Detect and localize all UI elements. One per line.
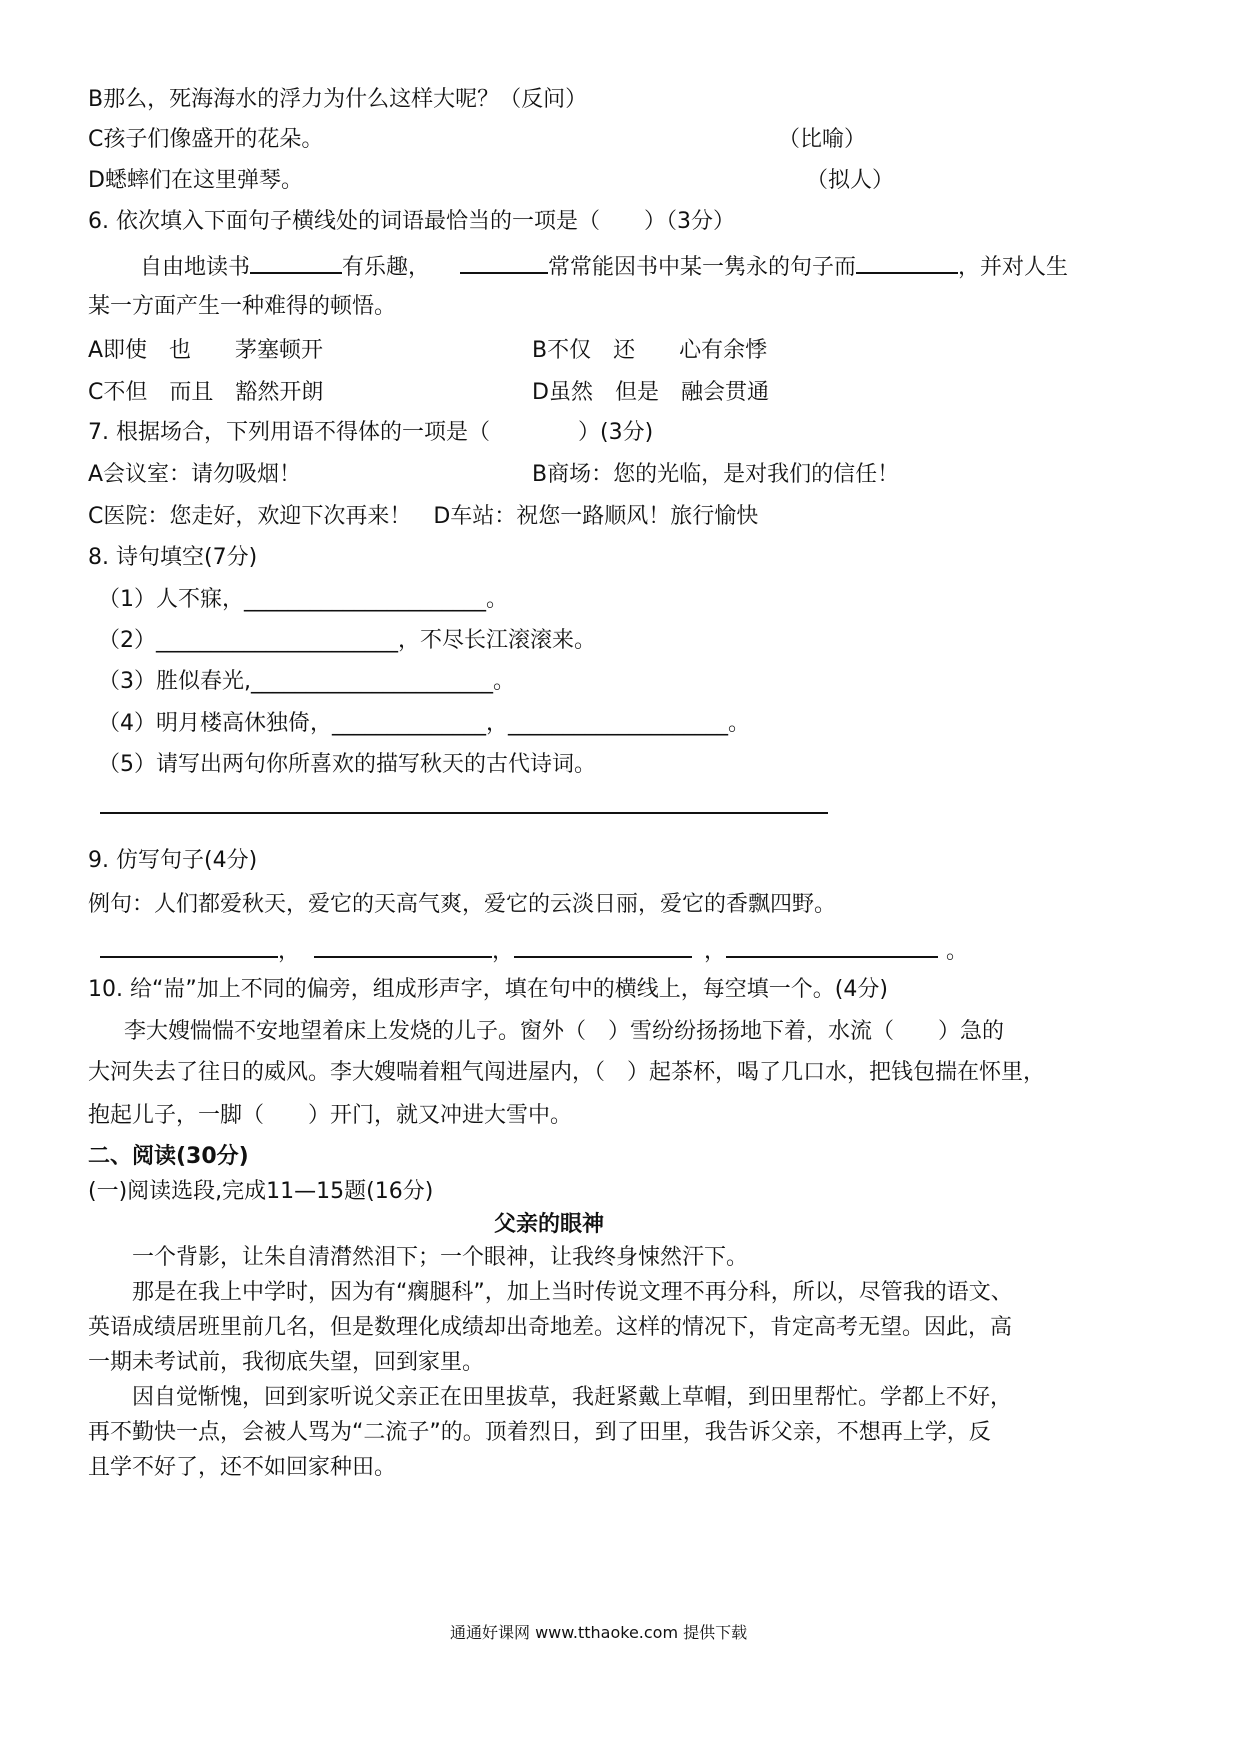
q5-option-c-tag: （比喻） (778, 127, 867, 152)
passage-p2-line2: 英语成绩居班里前几名，但是数理化成绩却出奇地差。这样的情况下，肯定高考无望。因此，高 (88, 1315, 1013, 1340)
q5-option-c: C孩子们像盛开的花朵。 (88, 127, 324, 152)
q7-stem: 7. 根据场合，下列用语不得体的一项是（ ）(3分) (88, 420, 654, 445)
q6-stem: 6. 依次填入下面句子横线处的词语最恰当的一项是（ ）（3分） (88, 209, 735, 234)
q6-option-b: B不仅 还 心有余悸 (532, 338, 768, 363)
q6-option-d: D虽然 但是 融会贯通 (532, 380, 769, 405)
q9-stem: 9. 仿写句子(4分) (88, 848, 258, 873)
page-footer: 通通好课网 www.tthaoke.com 提供下载 (450, 1623, 748, 1642)
passage-p2-line1: 那是在我上中学时，因为有“瘸腿科”，加上当时传说文理不再分科，所以，尽管我的语文、 (132, 1280, 1013, 1305)
q6-option-a: A即使 也 茅塞顿开 (88, 338, 324, 363)
q10-passage-line3: 抱起儿子，一脚（ ）开门，就又冲进大雪中。 (88, 1103, 573, 1128)
q5-option-d-tag: （拟人） (806, 168, 895, 193)
q6-sentence-line1: 自由地读书 有乐趣， 常常能因书中某一隽永的句子而 ，并对人生 (140, 250, 1068, 283)
q5-option-d: D蟋蟀们在这里弹琴。 (88, 168, 303, 193)
q8-line2: （2）______________________，不尽长江滚滚来。 (98, 628, 596, 653)
q8-line4: （4）明月楼高休独倚，______________，____________________。 (98, 711, 750, 736)
q6-option-c: C不但 而且 豁然开朗 (88, 380, 324, 405)
q7-option-b: B商场：您的光临，是对我们的信任！ (532, 462, 900, 487)
section2-title: 二、阅读(30分) (88, 1144, 249, 1169)
q8-line3: （3）胜似春光,______________________。 (98, 669, 515, 694)
q10-passage-line2: 大河失去了往日的威风。李大嫂喘着粗气闯进屋内，（ ）起茶杯，喝了几口水，把钱包揣在怀里， (88, 1060, 1046, 1085)
q7-option-a: A会议室：请勿吸烟！ (88, 462, 302, 487)
q8-line5: （5）请写出两句你所喜欢的描写秋天的古代诗词。 (98, 752, 596, 777)
q5-option-b: B那么，死海海水的浮力为什么这样大呢？（反问） (88, 87, 588, 112)
q10-stem: 10. 给“耑”加上不同的偏旁，组成形声字，填在句中的横线上，每空填一个。(4分) (88, 977, 888, 1002)
q8-answer-line (100, 812, 828, 814)
q6-sentence-line2: 某一方面产生一种难得的顿悟。 (88, 294, 397, 319)
passage-p2-line3: 一期未考试前，我彻底失望，回到家里。 (88, 1350, 485, 1375)
passage-p1: 一个背影，让朱自清潸然泪下；一个眼神，让我终身悚然汗下。 (132, 1245, 749, 1270)
section2-subtitle: (一)阅读选段,完成11—15题(16分) (88, 1179, 434, 1204)
q8-stem: 8. 诗句填空(7分) (88, 545, 258, 570)
q9-example: 例句：人们都爱秋天，爱它的天高气爽，爱它的云淡日丽，爱它的香飘四野。 (88, 892, 837, 917)
q8-line1: （1）人不寐，______________________。 (98, 587, 508, 612)
passage-p3-line3: 且学不好了，还不如回家种田。 (88, 1455, 397, 1480)
q9-answer-blanks: ， ， ， 。 (100, 934, 968, 967)
q7-option-cd: C医院：您走好，欢迎下次再来！ D车站：祝您一路顺风！旅行愉快 (88, 504, 759, 529)
passage-title: 父亲的眼神 (494, 1212, 605, 1237)
passage-p3-line1: 因自觉惭愧，回到家听说父亲正在田里拔草，我赶紧戴上草帽，到田里帮忙。学都上不好， (132, 1385, 1013, 1410)
q10-passage-line1: 李大嫂惴惴不安地望着床上发烧的儿子。窗外（ ）雪纷纷扬扬地下着，水流（ ）急的 (124, 1019, 1005, 1044)
passage-p3-line2: 再不勤快一点，会被人骂为“二流子”的。顶着烈日，到了田里，我告诉父亲，不想再上学，反 (88, 1420, 991, 1445)
